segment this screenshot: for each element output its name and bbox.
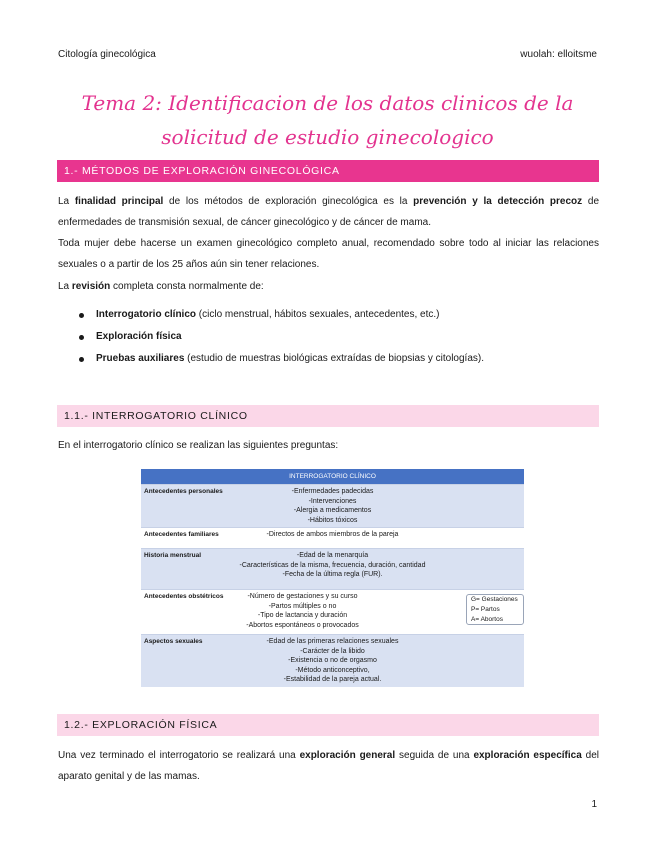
row-items: -Edad de las primeras relaciones sexuales -Carácter de la libido -Existencia o no de orgasmo -Método anticonceptivo, -Estabilidad de la pareja actual. — [266, 638, 399, 683]
paragraph-finalidad: La finalidad principal de los métodos de exploración ginecológica es la prevención y la detección precoz de enfermedades de transmisión sexual, de cáncer ginecológico y de cáncer de mama. — [58, 196, 600, 228]
paragraph-revision: La revisión completa consta normalmente de: — [58, 281, 264, 292]
table-row — [141, 484, 524, 527]
row-items: -Número de gestaciones y su curso -Partos múltiples o no -Tipo de lactancia y duración -Abortos espontáneos o provocados — [246, 593, 359, 629]
bullet-icon — [79, 313, 84, 318]
section-heading-1-1: 1.1.- INTERROGATORIO CLÍNICO — [57, 405, 599, 427]
row-label: Antecedentes personales — [144, 488, 223, 495]
running-header-left: Citología ginecológica — [58, 49, 156, 60]
row-label: Historia menstrual — [144, 552, 202, 559]
obstetric-legend: G= Gestaciones P= Partos A= Abortos — [466, 594, 524, 625]
paragraph-exploracion: Una vez terminado el interrogatorio se realizará una exploración general seguida de una exploración específica del aparato genital y de las mamas. — [58, 750, 600, 782]
page-title: Tema 2: Identificacion de los datos clinicos de la solicitud de estudio ginecologico — [81, 91, 574, 149]
page-number: 1 — [591, 799, 597, 810]
running-header-right: wuolah: elloitsme — [520, 49, 597, 60]
row-label: Aspectos sexuales — [144, 638, 203, 645]
row-label: Antecedentes obstétricos — [144, 593, 224, 600]
table-row — [141, 589, 524, 634]
paragraph-examen-anual: Toda mujer debe hacerse un examen ginecológico completo anual, recomendado sobre todo al iniciar las relaciones sexuales o a partir de los 25 años aún sin tener relaciones. — [58, 238, 599, 270]
table-row — [141, 548, 524, 589]
list-item: Interrogatorio clínico (ciclo menstrual, hábitos sexuales, antecedentes, etc.) — [58, 304, 484, 326]
table-row — [141, 634, 524, 687]
row-items: -Directos de ambos miembros de la pareja — [266, 531, 399, 538]
table-row — [141, 527, 524, 548]
revision-list — [58, 304, 484, 370]
row-items: -Edad de la menarquía -Características de la misma, frecuencia, duración, cantidad -Fecha de la última regla (FUR). — [239, 552, 426, 578]
bullet-icon — [79, 335, 84, 340]
table-header: INTERROGATORIO CLÍNICO — [141, 469, 524, 484]
bullet-icon — [79, 357, 84, 362]
list-item: Exploración física — [58, 326, 484, 348]
interrogatorio-table — [141, 469, 524, 687]
section-heading-1: 1.- MÉTODOS DE EXPLORACIÓN GINECOLÓGICA — [57, 160, 599, 182]
list-item: Pruebas auxiliares (estudio de muestras biológicas extraídas de biopsias y citologías). — [58, 348, 484, 370]
row-items: -Enfermedades padecidas -Intervenciones -Alergia a medicamentos -Hábitos tóxicos — [291, 488, 374, 524]
row-label: Antecedentes familiares — [144, 531, 219, 538]
paragraph-interrogatorio-intro: En el interrogatorio clínico se realizan las siguientes preguntas: — [58, 440, 339, 451]
section-heading-1-2: 1.2.- EXPLORACIÓN FÍSICA — [57, 714, 599, 736]
